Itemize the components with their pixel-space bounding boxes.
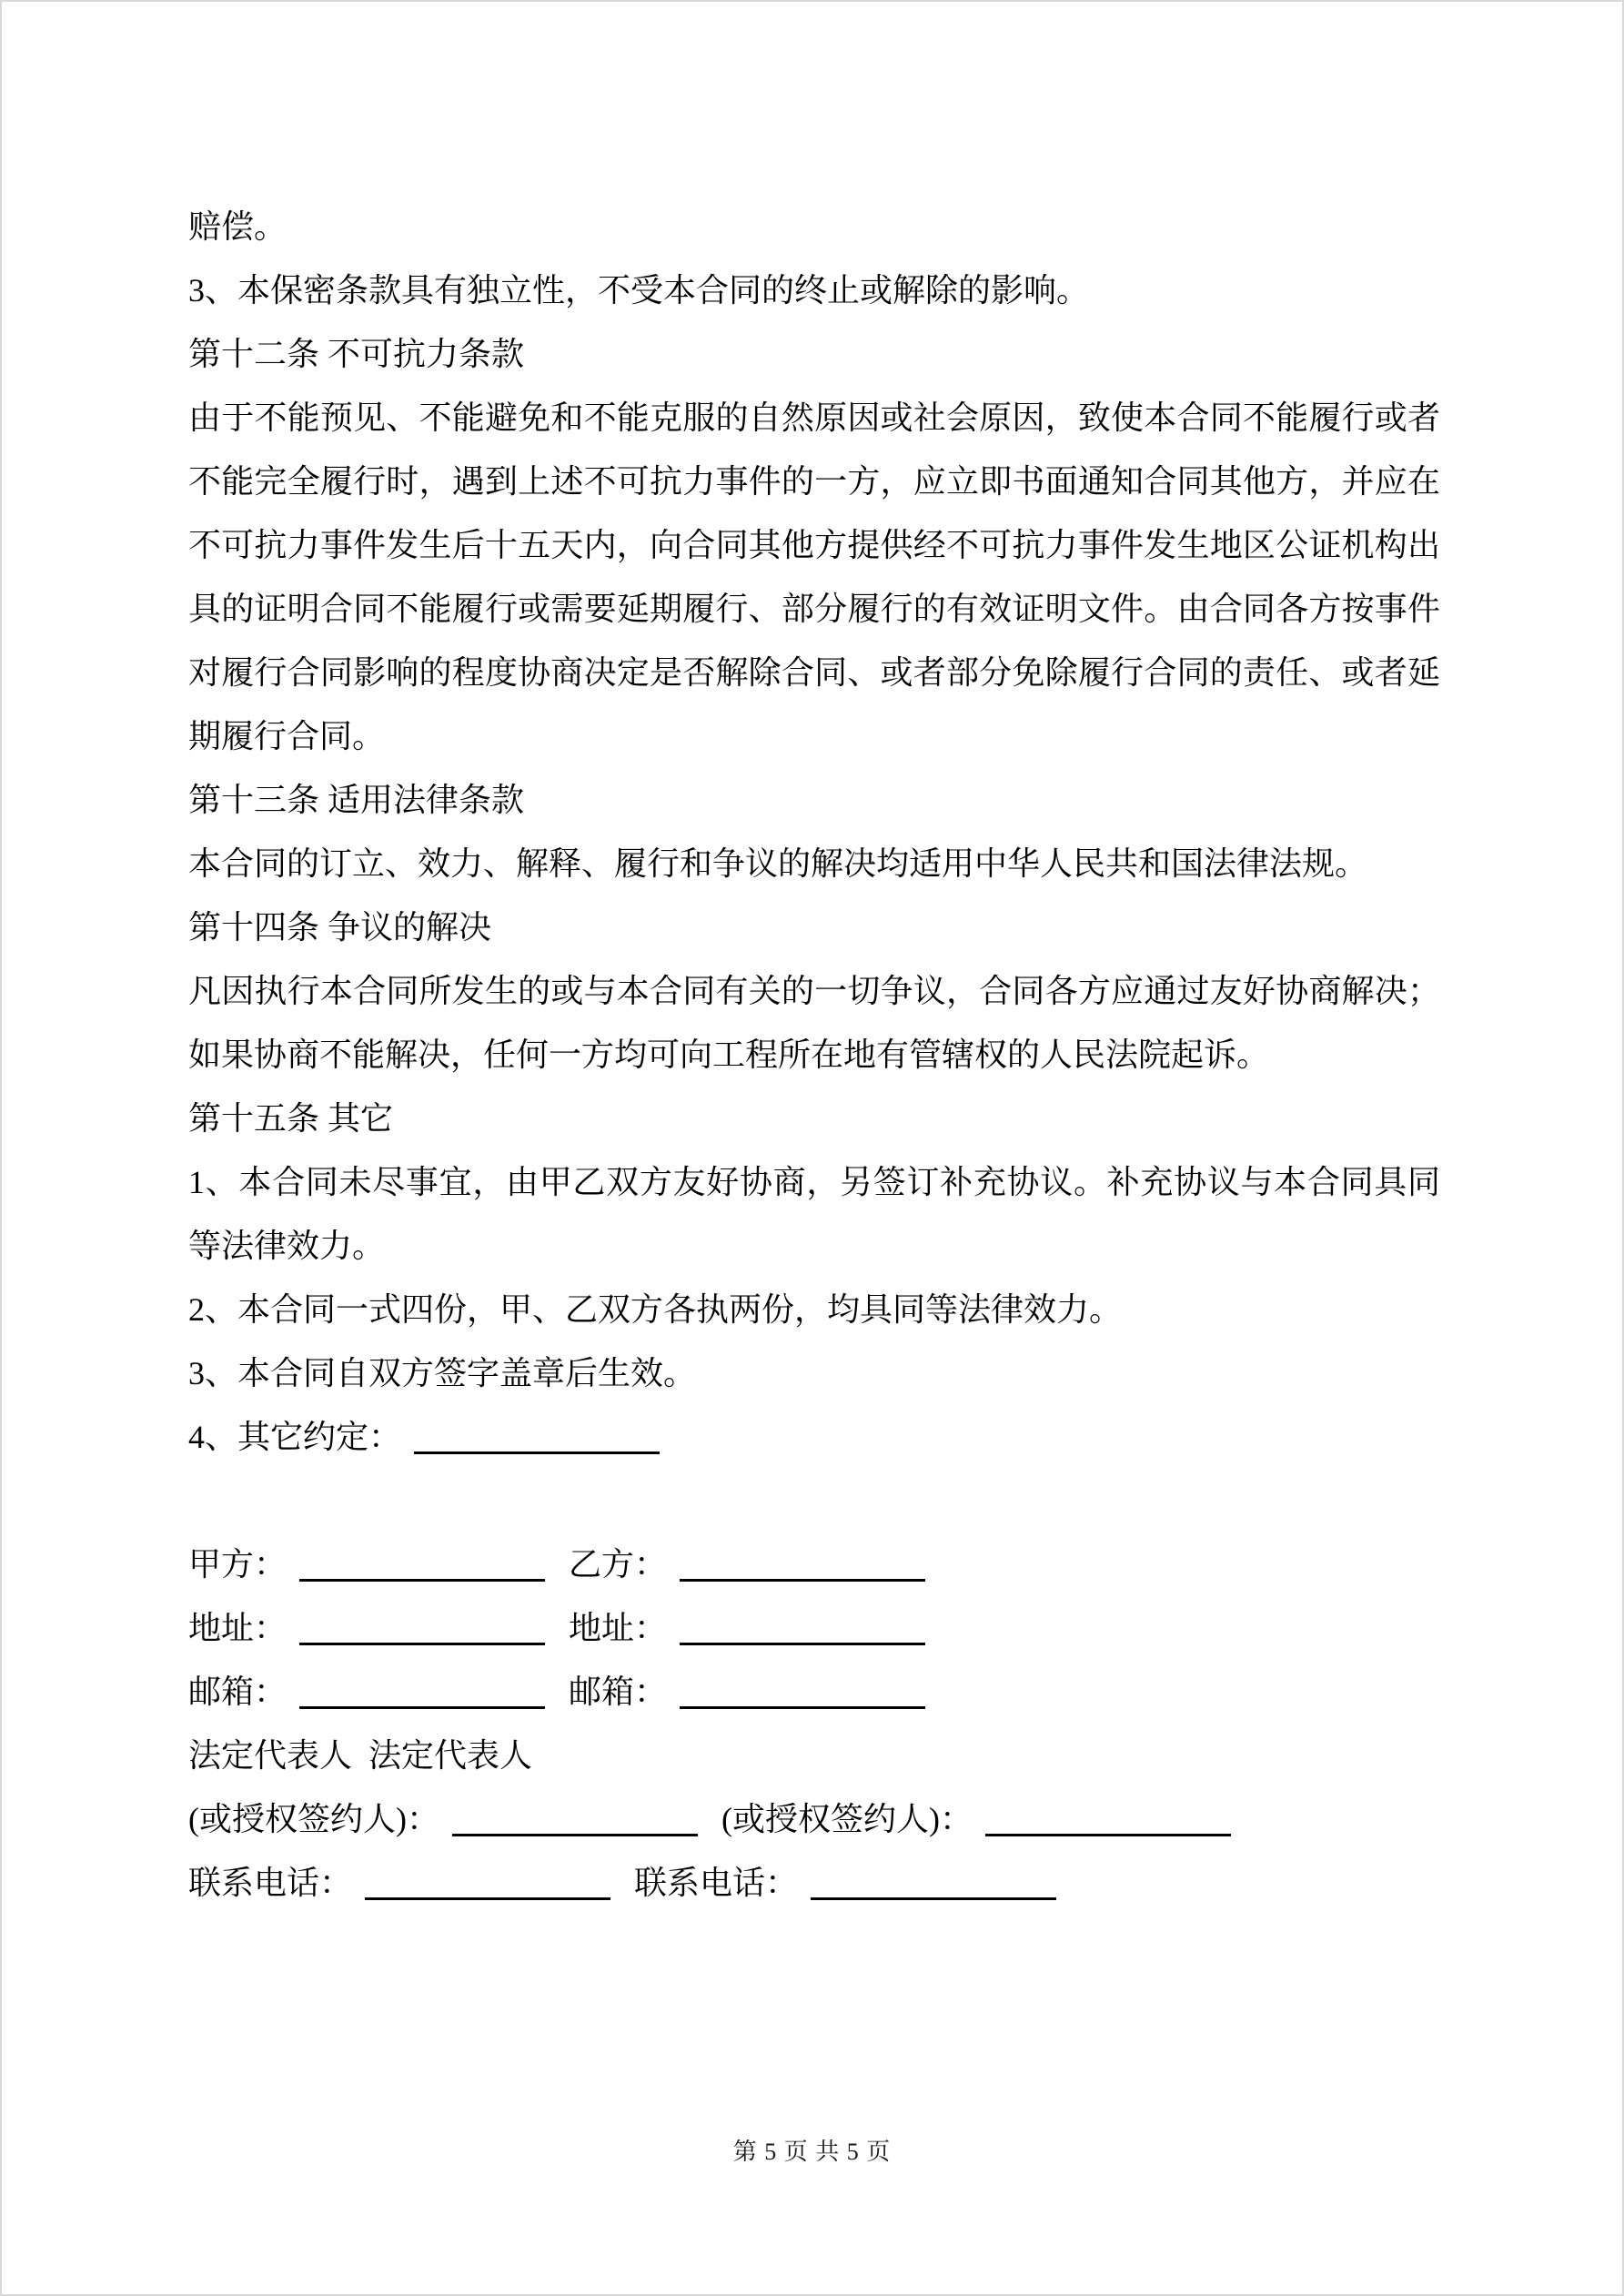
legal-rep-row	[188, 1724, 1440, 1787]
signer-b-label: (或授权签约人)：	[721, 1801, 973, 1837]
other-agreement-row	[188, 1405, 1440, 1469]
contract-line: 3、本保密条款具有独立性，不受本合同的终止或解除的影响。	[188, 272, 1090, 308]
contract-line: 如果协商不能解决，任何一方均可向工程所在地有管辖权的人民法院起诉。	[188, 1037, 1270, 1073]
signer-a-label: (或授权签约人)：	[188, 1801, 439, 1837]
contract-line: 由于不能预见、不能避免和不能克服的自然原因或社会原因，致使本合同不能履行或者	[188, 400, 1440, 436]
contract-line: 第十五条 其它	[188, 1100, 394, 1137]
contract-line: 第十四条 争议的解决	[188, 909, 492, 946]
contract-line: 期履行合同。	[188, 718, 386, 754]
email-b-blank-field	[680, 1706, 925, 1709]
phone-row	[188, 1851, 1440, 1915]
contract-line: 3、本合同自双方签字盖章后生效。	[188, 1355, 697, 1391]
signer-a-blank-field	[452, 1834, 698, 1836]
phone-b-blank-field	[811, 1897, 1056, 1900]
legal-rep-a-label: 法定代表人	[188, 1737, 353, 1774]
address-b-blank-field	[680, 1643, 925, 1645]
address-a-blank-field	[299, 1643, 545, 1645]
email-row	[188, 1660, 1440, 1724]
blank-line	[188, 1469, 1440, 1532]
legal-rep-b-label: 法定代表人	[368, 1737, 533, 1774]
contract-line: 凡因执行本合同所发生的或与本合同有关的一切争议，合同各方应通过友好协商解决；	[188, 973, 1440, 1009]
party-b-blank-field	[680, 1579, 925, 1582]
phone-a-label: 联系电话：	[188, 1865, 353, 1901]
address-a-label: 地址：	[188, 1610, 287, 1646]
address-b-label: 地址：	[569, 1610, 668, 1646]
phone-b-label: 联系电话：	[634, 1865, 799, 1901]
contract-line: 不可抗力事件发生后十五天内，向合同其他方提供经不可抗力事件发生地区公证机构出	[188, 527, 1440, 563]
contract-line: 2、本合同一式四份，甲、乙双方各执两份，均具同等法律效力。	[188, 1291, 1123, 1328]
phone-a-blank-field	[365, 1897, 610, 1900]
contract-paragraphs	[188, 195, 1440, 1405]
contract-line: 具的证明合同不能履行或需要延期履行、部分履行的有效证明文件。由合同各方按事件	[188, 591, 1440, 627]
contract-line: 对履行合同影响的程度协商决定是否解除合同、或者部分免除履行合同的责任、或者延	[188, 654, 1440, 691]
email-a-blank-field	[299, 1706, 545, 1709]
email-b-label: 邮箱：	[569, 1674, 668, 1710]
contract-line: 1、本合同未尽事宜，由甲乙双方友好协商，另签订补充协议。补充协议与本合同具同	[188, 1164, 1440, 1200]
email-a-label: 邮箱：	[188, 1674, 287, 1710]
other-agreement-blank-field	[414, 1451, 660, 1454]
party-row	[188, 1532, 1440, 1596]
party-a-label: 甲方：	[188, 1546, 287, 1583]
contract-body	[188, 195, 1440, 1915]
contract-line: 第十三条 适用法律条款	[188, 782, 525, 818]
other-agreement-label: 4、其它约定：	[188, 1419, 402, 1455]
page-number: 第 5 页 共 5 页	[732, 2139, 892, 2165]
contract-line: 赔偿。	[188, 208, 287, 245]
party-a-blank-field	[299, 1579, 545, 1582]
contract-line: 等法律效力。	[188, 1228, 386, 1264]
address-row	[188, 1596, 1440, 1660]
signer-b-blank-field	[985, 1834, 1231, 1836]
authorized-signer-row	[188, 1787, 1440, 1851]
contract-line: 本合同的订立、效力、解释、履行和争议的解决均适用中华人民共和国法律法规。	[188, 845, 1368, 882]
party-b-label: 乙方：	[569, 1546, 668, 1583]
contract-line: 第十二条 不可抗力条款	[188, 336, 525, 372]
contract-line: 不能完全履行时，遇到上述不可抗力事件的一方，应立即书面通知合同其他方，并应在	[188, 463, 1440, 500]
